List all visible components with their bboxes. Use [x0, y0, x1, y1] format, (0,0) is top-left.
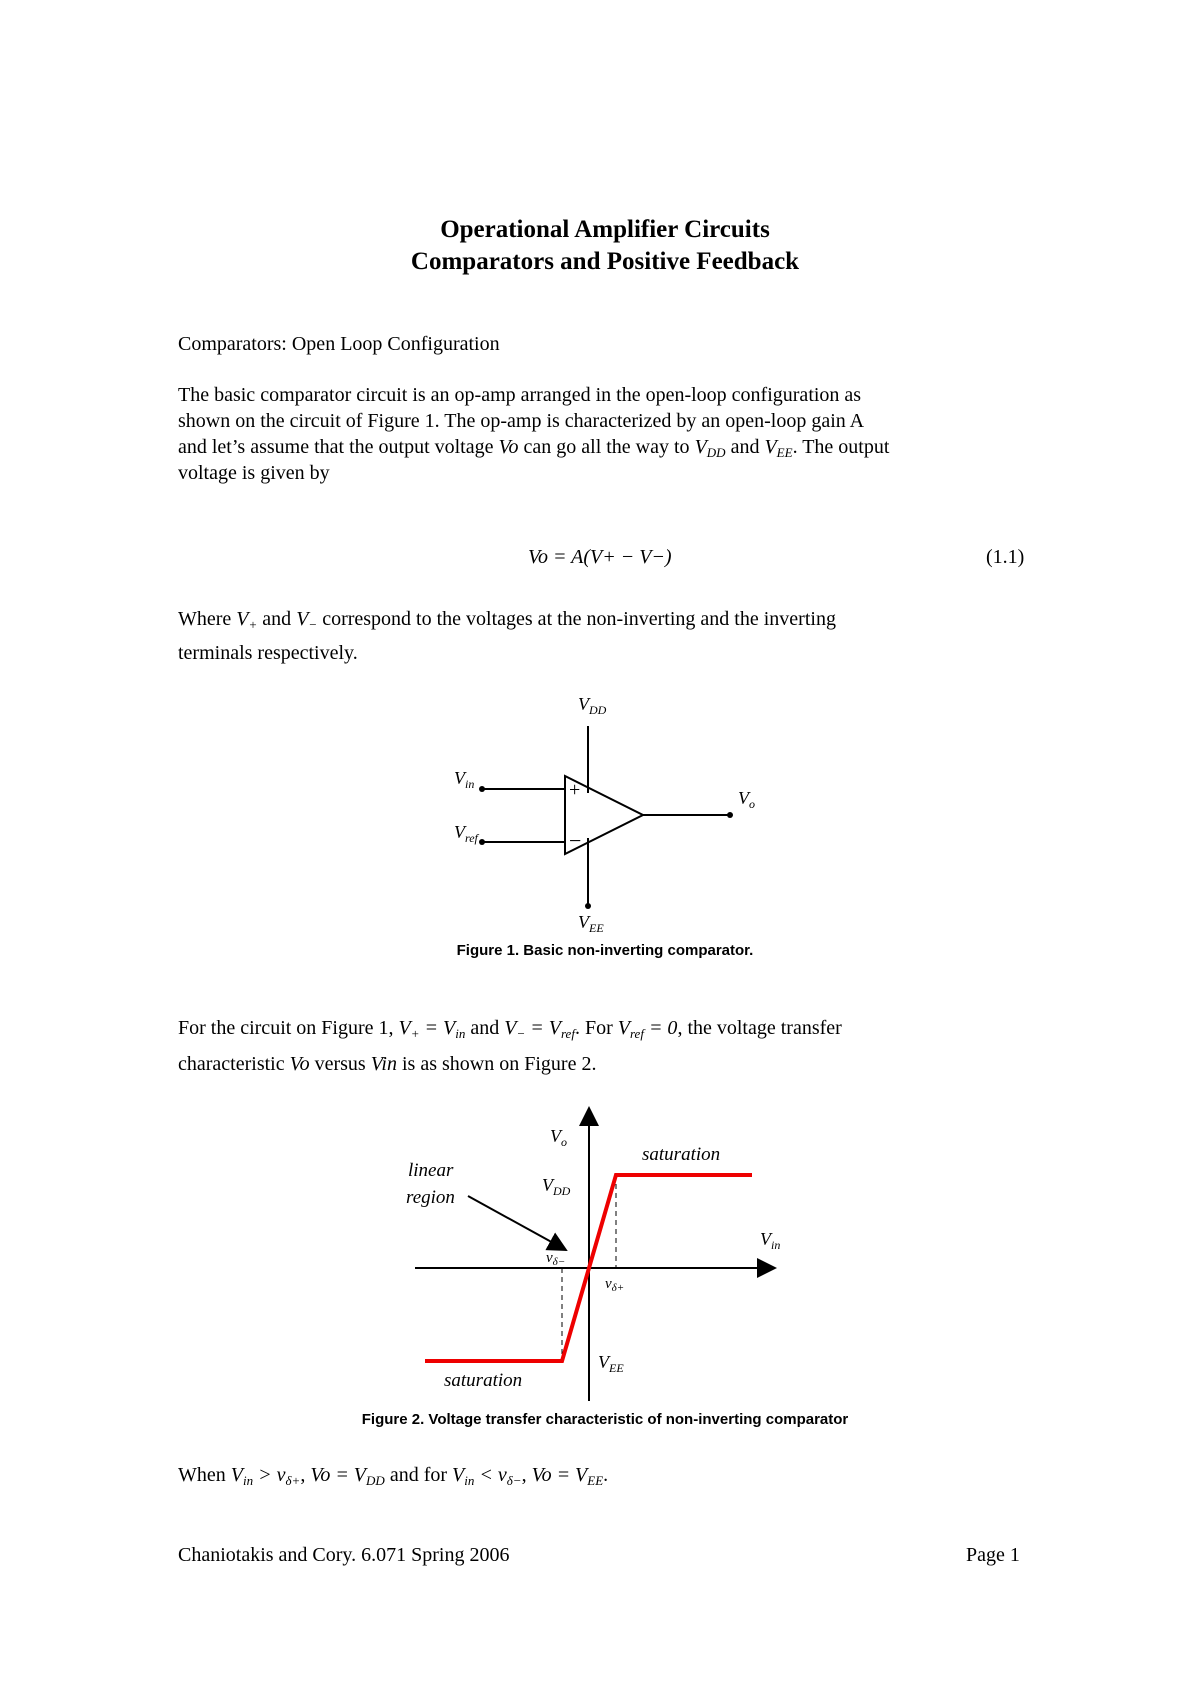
label-vee: $V_{EE}$	[598, 1352, 624, 1375]
equation-number: (1.1)	[986, 546, 1025, 568]
intro-text: . The output	[792, 436, 890, 458]
where-line-1: Where $V_+$ and $V_-$ correspond to the voltages at the non-inverting and the inverting	[178, 608, 836, 632]
intro-line-1: The basic comparator circuit is an op-amp arranged in the open-loop configuration as	[178, 384, 862, 406]
when-line: When $V_{in} > v_{\delta+}$, $Vo = V_{DD}$ and for $V_{in} < v_{\delta-}$, $Vo = V_{EE}$.	[178, 1464, 609, 1488]
vref-terminal	[479, 839, 485, 845]
para2-line-2: characteristic Vo versus Vin is as shown on Figure 2.	[178, 1053, 597, 1075]
eq-vminus-vref: $V_- = V_{ref}$	[504, 1017, 575, 1041]
figure-2-caption: Figure 2. Voltage transfer characteristic of non-inverting comparator	[361, 1411, 849, 1428]
label-vin: $V_{in}$	[454, 768, 475, 791]
minus-sign: −	[569, 828, 582, 853]
label-vref: $V_{ref}$	[454, 822, 478, 845]
footer-left: Chaniotakis and Cory. 6.071 Spring 2006	[178, 1544, 510, 1566]
equation-1-1: Vo = A(V+ − V−)	[528, 546, 672, 568]
symbol-vdd: $V_{DD}$	[694, 436, 726, 460]
vin-terminal	[479, 786, 485, 792]
label-linear: linear	[408, 1160, 454, 1181]
para2-line-1: For the circuit on Figure 1, $V_+ = V_{in}$ and $V_- = V_{ref}$. For $V_{ref} = 0$, the voltage transfer	[178, 1017, 842, 1041]
intro-line-4: voltage is given by	[178, 462, 330, 484]
footer-page-number: Page 1	[966, 1544, 1020, 1566]
eq-vplus-vin: $V_+ = V_{in}$	[398, 1017, 466, 1041]
label-vin: $V_{in}$	[760, 1229, 781, 1252]
linear-region-arrow	[468, 1196, 566, 1250]
vo-terminal	[727, 812, 733, 818]
label-vee: $V_{EE}$	[578, 912, 604, 935]
intro-line-2: shown on the circuit of Figure 1. The op-amp is characterized by an open-loop gain A	[178, 410, 865, 432]
intro-text: can go all the way to	[518, 436, 695, 458]
figure-1-caption: Figure 1. Basic non-inverting comparator.	[456, 942, 754, 959]
figure-1-schematic	[430, 688, 790, 938]
symbol-vminus: $V_-$	[296, 608, 318, 632]
figure-2-plot	[380, 1098, 820, 1412]
label-vdd: $V_{DD}$	[578, 694, 607, 717]
label-vo: $V_o$	[738, 788, 755, 811]
label-vdelta-plus: $v_{\delta+}$	[605, 1276, 625, 1294]
where-line-2: terminals respectively.	[178, 642, 358, 664]
label-vdelta-minus: $v_{\delta-}$	[546, 1250, 566, 1268]
label-vdd: $V_{DD}$	[542, 1175, 571, 1198]
plus-sign: +	[569, 779, 581, 801]
page-title: Operational Amplifier Circuits	[440, 216, 770, 243]
section-heading: Comparators: Open Loop Configuration	[178, 333, 500, 355]
symbol-vplus: $V_+$	[236, 608, 258, 632]
symbol-vo: Vo	[498, 436, 519, 458]
label-saturation-top: saturation	[642, 1144, 721, 1165]
vee-terminal	[585, 903, 591, 909]
label-saturation-bottom: saturation	[444, 1370, 523, 1391]
label-region: region	[406, 1187, 455, 1208]
page-subtitle: Comparators and Positive Feedback	[410, 248, 800, 275]
eq-vref-zero: $V_{ref} = 0$	[617, 1017, 678, 1041]
label-vo: $V_o$	[550, 1126, 567, 1149]
intro-text: and	[725, 436, 765, 458]
symbol-vee: $V_{EE}$	[764, 436, 793, 460]
intro-text: and let’s assume that the output voltage	[178, 436, 499, 458]
